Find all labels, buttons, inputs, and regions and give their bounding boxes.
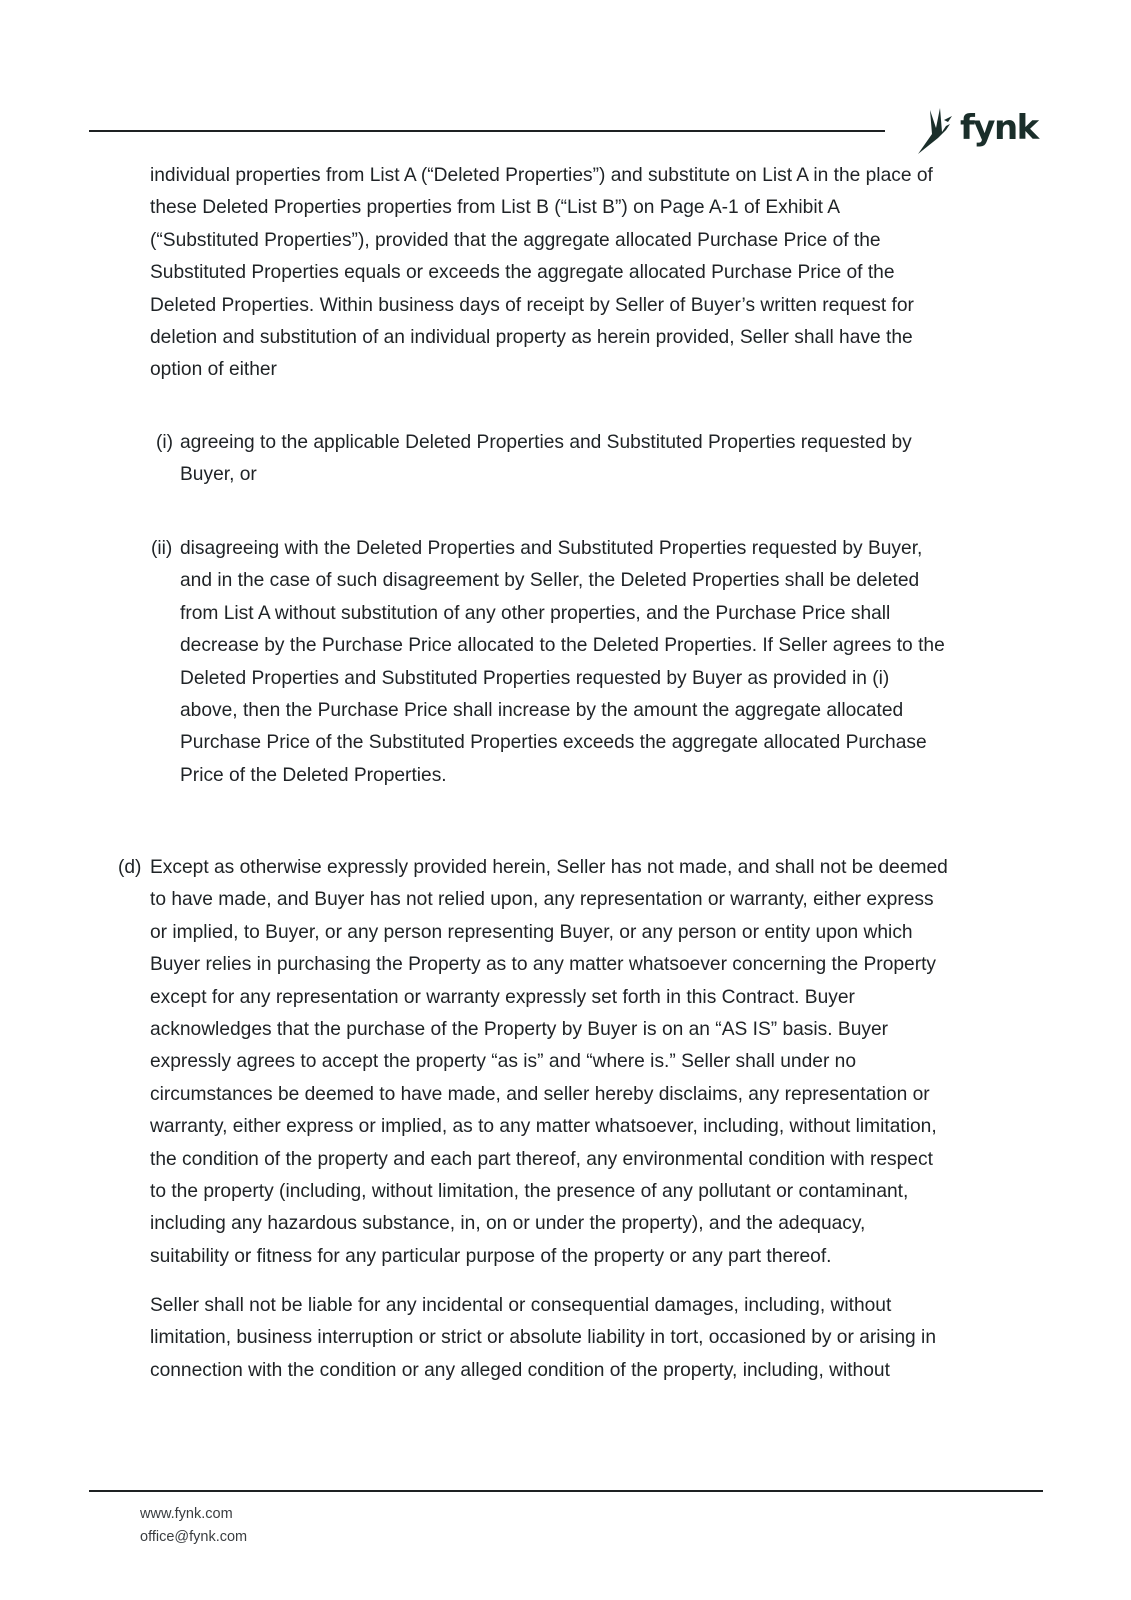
intro-paragraph: individual properties from List A (“Deleted Properties”) and substitute on List A in the place of these Deleted Properties properties from List B (“List B”) on Page A-1 of Exhibit A (“Substituted Properties”), provided that the aggregate allocated Purchase Price of the Substituted Properties equals or exceeds the aggregate allocated Purchase Price of the Deleted Properties. Within business days of receipt by Seller of Buyer’s written request for deletion and substitution of an individual property as herein provided, Seller shall have the option of either <box>150 165 933 381</box>
header-divider <box>89 130 885 132</box>
logo-wordmark: fynk <box>960 108 1038 148</box>
fynk-logo <box>916 103 1038 157</box>
footer-divider <box>89 1490 1043 1492</box>
clause-d-text: Except as otherwise expressly provided herein, Seller has not made, and shall not be deemed to have made, and Buyer has not relied upon, any representation or warranty, either express or implied, to Buyer, or any person representing Buyer, or any person or entity upon which Buyer relies in purchasing the Property as to any matter whatsoever concerning the Property except for any representation or warranty expressly set forth in this Contract. Buyer acknowledges that the purchase of the Property by Buyer is on an “AS IS” basis. Buyer expressly agrees to accept the property “as is” and “where is.” Seller shall under no circumstances be deemed to have made, and seller hereby disclaims, any representation or warranty, either express or implied, as to any matter whatsoever, including, without limitation, the condition of the property and each part thereof, any environmental condition with respect to the property (including, without limitation, the presence of any pollutant or contaminant, including any hazardous substance, in, on or under the property), and the adequacy, suitability or fitness for any particular purpose of the property or any part thereof. <box>150 857 948 1267</box>
fynk-bird-icon <box>916 104 954 156</box>
option-ii-label: (ii) <box>151 538 173 559</box>
option-i-label: (i) <box>156 432 174 453</box>
footer-email: office@fynk.com <box>140 1529 248 1545</box>
option-i-text: agreeing to the applicable Deleted Properties and Substituted Properties requested by Buyer, or <box>180 432 912 486</box>
option-ii-text: disagreeing with the Deleted Properties and Substituted Properties requested by Buyer, and in the case of such disagreement by Seller, the Deleted Properties shall be deleted from List A without substitution of any other properties, and the Purchase Price shall decrease by the Purchase Price allocated to the Deleted Properties. If Seller agrees to the Deleted Properties and Substituted Properties requested by Buyer as provided in (i) above, then the Purchase Price shall increase by the amount the aggregate allocated Purchase Price of the Substituted Properties exceeds the aggregate allocated Purchase Price of the Deleted Properties. <box>180 538 945 786</box>
clause-d-label: (d) <box>118 857 142 878</box>
seller-liability-paragraph: Seller shall not be liable for any incidental or consequential damages, including, without limitation, business interruption or strict or absolute liability in tort, occasioned by or arising in connection with the condition or any alleged condition of the property, including, without <box>150 1295 936 1381</box>
footer-website: www.fynk.com <box>140 1506 233 1522</box>
